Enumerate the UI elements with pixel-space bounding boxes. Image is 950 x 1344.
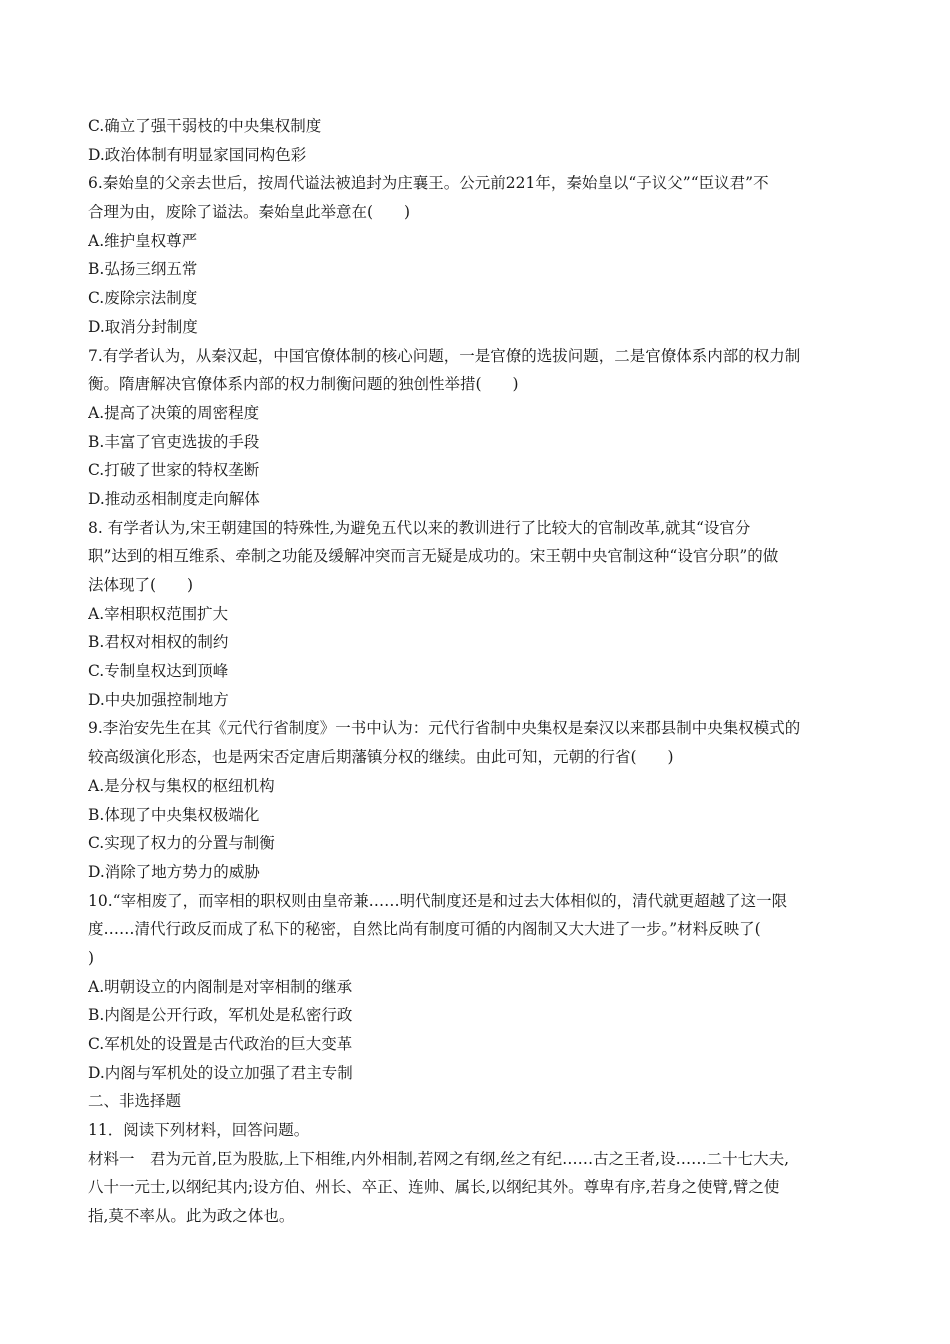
option-b: B.丰富了官吏选拔的手段 [88,432,260,451]
material-one: 八十一元士,以纲纪其内;设方伯、州长、卒正、连帅、属长,以纲纪其外。尊卑有序,若身之使臂,臂之使 [88,1178,780,1197]
question-10-stem: 10.“宰相废了，而宰相的职权则由皇帝兼……明代制度还是和过去大体相似的，清代就更超越了这一限 [88,891,788,910]
option-d: D.取消分封制度 [88,317,198,336]
question-7-stem: 衡。隋唐解决官僚体系内部的权力制衡问题的独创性举措( ) [88,375,519,394]
question-8-stem: 8. 有学者认为,宋王朝建国的特殊性,为避免五代以来的教训进行了比较大的官制改革,就其“设官分 [88,518,751,537]
option-d: D.中央加强控制地方 [88,690,229,709]
text-line: D.政治体制有明显家国同构色彩 [88,145,307,164]
question-9-stem: 较高级演化形态，也是两宋否定唐后期藩镇分权的继续。由此可知，元朝的行省( ) [88,748,674,767]
option-a: A.宰相职权范围扩大 [88,604,229,623]
option-c: C.军机处的设置是古代政治的巨大变革 [88,1035,353,1053]
option-b: B.君权对相权的制约 [88,633,229,652]
option-a: A.是分权与集权的枢纽机构 [88,776,275,795]
question-6-stem: 合理为由，废除了谥法。秦始皇此举意在( ) [88,203,411,222]
option-a: A.提高了决策的周密程度 [88,403,260,422]
option-a: A.维护皇权尊严 [88,231,198,250]
option-c: C.废除宗法制度 [88,289,198,308]
text-line: C.确立了强干弱枝的中央集权制度 [88,117,322,135]
question-10-stem: ) [88,948,95,967]
option-c: C.实现了权力的分置与制衡 [88,834,275,853]
question-8-stem: 法体现了( ) [88,576,194,594]
option-b: B.弘扬三纲五常 [88,260,198,279]
option-c: C.专制皇权达到顶峰 [88,662,229,681]
question-9-stem: 9.李治安先生在其《元代行省制度》一书中认为：元代行省制中央集权是秦汉以来郡县制中央集权模式的 [88,719,801,738]
question-11-stem: 11．阅读下列材料，回答问题。 [88,1121,310,1140]
option-a: A.明朝设立的内阁制是对宰相制的继承 [88,977,353,996]
option-c: C.打破了世家的特权垄断 [88,461,260,480]
option-d: D.消除了地方势力的威胁 [88,862,260,881]
question-6-stem: 6.秦始皇的父亲去世后，按周代谥法被追封为庄襄王。公元前221年，秦始皇以“子议父”“臣议君”不 [88,174,769,193]
section-heading: 二、非选择题 [88,1092,182,1111]
option-d: D.推动丞相制度走向解体 [88,489,260,508]
question-7-stem: 7.有学者认为，从秦汉起，中国官僚体制的核心问题，一是官僚的选拔问题，二是官僚体系内部的权力制 [88,346,801,365]
question-8-stem: 职”达到的相互维系、牵制之功能及缓解冲突而言无疑是成功的。宋王朝中央官制这种“设官分职”的做 [88,547,779,566]
option-b: B.内阁是公开行政，军机处是私密行政 [88,1006,353,1025]
option-d: D.内阁与军机处的设立加强了君主专制 [88,1063,353,1082]
material-one: 材料一 君为元首,臣为股肱,上下相维,内外相制,若网之有纲,丝之有纪……古之王者,设……二十七大夫, [88,1149,789,1168]
question-10-stem: 度……清代行政反而成了私下的秘密，自然比尚有制度可循的内阁制又大大进了一步。”材料反映了( [88,920,761,939]
option-b: B.体现了中央集权极端化 [88,805,260,824]
material-one: 指,莫不率从。此为政之体也。 [88,1207,295,1226]
document-page [88,112,863,1231]
